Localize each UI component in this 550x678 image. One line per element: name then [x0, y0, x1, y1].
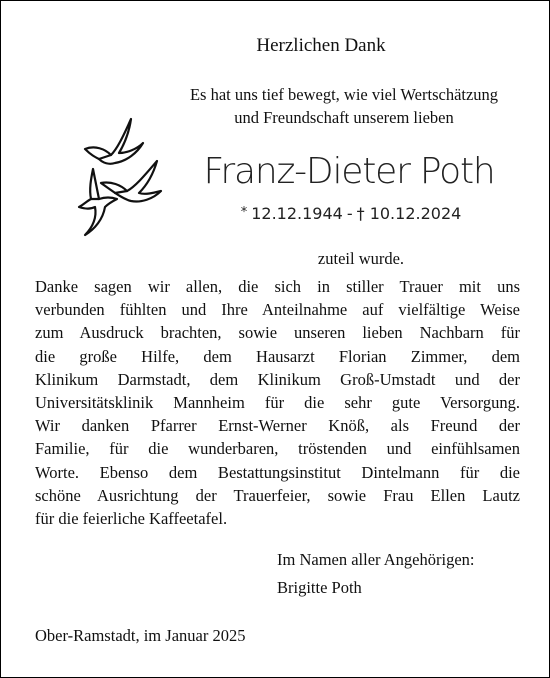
intro-line-2: und Freundschaft unserem lieben	[234, 108, 454, 127]
body-line: Wir danken Pfarrer Ernst-Werner Knöß, als Freund der	[35, 416, 520, 436]
closing-phrase: zuteil wurde.	[317, 249, 405, 268]
signature-intro: Im Namen aller Angehörigen:	[277, 550, 475, 569]
place-date: Ober-Ramstadt, im Januar 2025	[35, 626, 246, 645]
body-line: zum Ausdruck brachten, sowie unseren lieben Nachbarn für	[35, 323, 520, 343]
death-date: 10.12.2024	[369, 204, 462, 223]
body-line: verbunden fühlten und Ihre Anteilnahme auf vielfältige Weise	[35, 300, 520, 320]
birth-symbol: *	[240, 205, 248, 220]
body-line: Danke sagen wir allen, die sich in stiller Trauer mit uns	[35, 277, 520, 296]
intro-line-1: Es hat uns tief bewegt, wie viel Wertschätzung	[189, 85, 499, 104]
body-line: schöne Ausrichtung der Trauerfeier, sowie Frau Ellen Lautz	[35, 485, 520, 505]
body-line: Worte. Ebenso dem Bestattungsinstitut Dintelmann für die	[35, 462, 520, 482]
body-line: für die feierliche Kaffeetafel.	[35, 508, 228, 528]
flying-birds-icon	[65, 109, 175, 239]
signature-name: Brigitte Poth	[277, 578, 362, 597]
body-line: die große Hilfe, dem Hausarzt Florian Zimmer, dem	[35, 346, 520, 366]
deceased-name: Franz-Dieter Poth	[203, 151, 495, 192]
body-line: Familie, für die wunderbaren, tröstenden und einfühlsamen	[35, 439, 520, 459]
death-symbol: †	[356, 204, 365, 223]
body-line: Universitätsklinik Mannheim für die sehr gute Versorgung.	[35, 392, 520, 412]
birth-date: 12.12.1944	[251, 204, 343, 223]
heading: Herzlichen Dank	[256, 35, 386, 56]
date-separator: -	[346, 204, 353, 223]
life-dates	[226, 203, 476, 224]
intro-text	[161, 83, 527, 129]
body-text	[35, 275, 520, 530]
body-line: Klinikum Darmstadt, dem Klinikum Groß-Umstadt und der	[35, 369, 520, 389]
